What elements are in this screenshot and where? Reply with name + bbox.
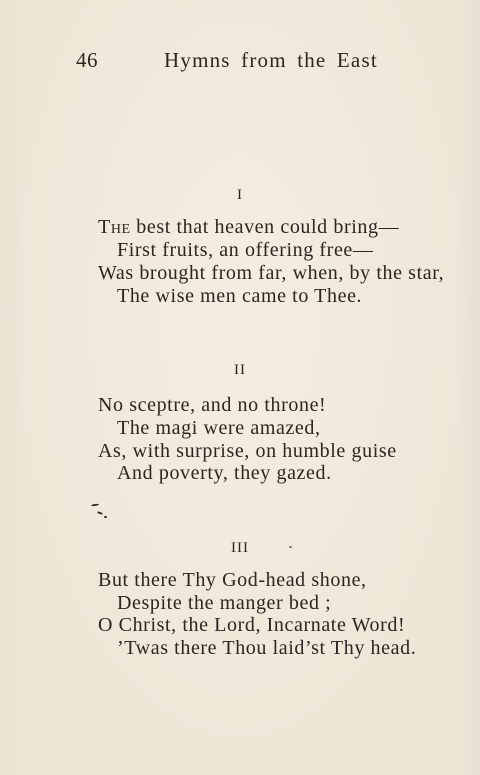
stanza-2-line-1: No sceptre, and no throne!	[98, 394, 327, 416]
stanza-3-line-4: ’Twas there Thou laid’st Thy head.	[117, 637, 417, 659]
paper-speck	[97, 511, 103, 515]
stanza-numeral-3: III	[231, 540, 249, 556]
stanza-numeral-1: I	[237, 187, 243, 203]
line-text: best that heaven could bring—	[130, 216, 400, 238]
running-title: Hymns from the East	[164, 48, 378, 72]
small-caps-word: he	[110, 216, 131, 238]
drop-initial: T	[98, 216, 111, 238]
stanza-1-line-1	[98, 216, 399, 239]
paper-speck	[104, 516, 107, 518]
stanza-2-line-3: As, with surprise, on humble guise	[98, 440, 397, 462]
stanza-1-line-3: Was brought from far, when, by the star,	[98, 262, 445, 284]
stanza-3-line-1: But there Thy God-head shone,	[98, 569, 367, 591]
page-header	[0, 48, 480, 76]
stanza-numeral-2: II	[234, 362, 246, 378]
paper-speck	[289, 546, 292, 548]
paper-speck	[91, 503, 99, 506]
page-number: 46	[76, 48, 98, 72]
stanza-1-line-4: The wise men came to Thee.	[117, 285, 363, 307]
stanza-1-line-2: First fruits, an offering free—	[117, 239, 374, 261]
stanza-2-line-4: And poverty, they gazed.	[117, 462, 332, 484]
stanza-3-line-3: O Christ, the Lord, Incarnate Word!	[98, 614, 406, 636]
stanza-2-line-2: The magi were amazed,	[117, 417, 321, 439]
stanza-3-line-2: Despite the manger bed ;	[117, 592, 332, 614]
